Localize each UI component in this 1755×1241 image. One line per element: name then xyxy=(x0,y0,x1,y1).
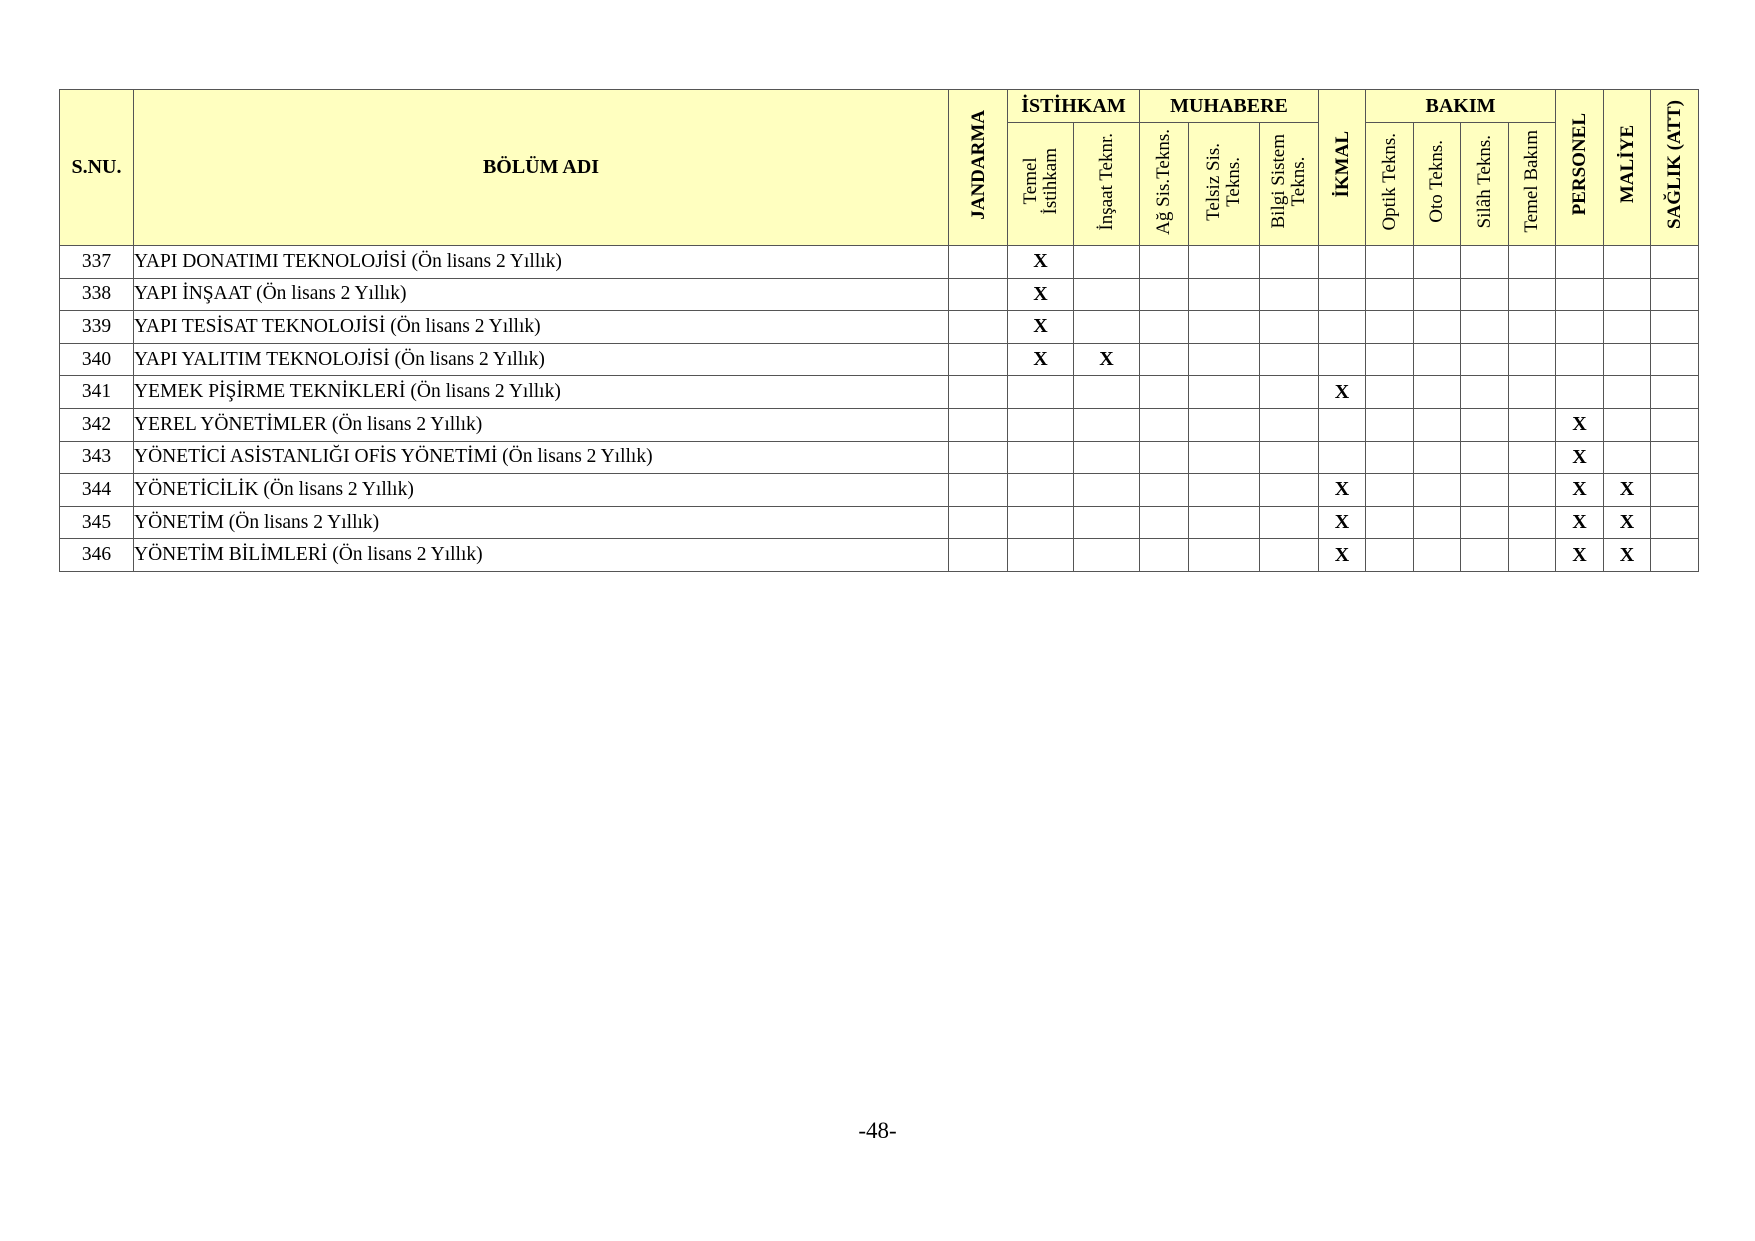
row-mark-cell xyxy=(949,474,1008,507)
row-mark-cell xyxy=(1509,343,1556,376)
row-mark-cell xyxy=(1319,246,1366,279)
row-mark-cell xyxy=(1189,539,1260,572)
row-mark-cell xyxy=(1604,441,1651,474)
header-group-istihkam: İSTİHKAM xyxy=(1008,90,1140,123)
row-department-name: YÖNETİCİ ASİSTANLIĞI OFİS YÖNETİMİ (Ön lisans 2 Yıllık) xyxy=(134,441,949,474)
header-temel-istihkam-line1: Temel xyxy=(1019,157,1041,206)
header-snu: S.NU. xyxy=(60,90,134,246)
header-silah xyxy=(1461,123,1509,246)
row-snu: 344 xyxy=(60,474,134,507)
row-mark-cell xyxy=(1461,474,1509,507)
row-mark-cell: X xyxy=(1319,539,1366,572)
header-bilgi-sistem xyxy=(1260,123,1319,246)
header-personel-label: PERSONEL xyxy=(1569,113,1591,216)
header-ag-sis-label: Ağ Sis.Tekns. xyxy=(1153,128,1174,235)
table-row xyxy=(60,441,1746,474)
row-mark-cell xyxy=(1366,343,1414,376)
row-mark-cell xyxy=(1366,246,1414,279)
header-insaat-label: İnşaat Teknr. xyxy=(1095,132,1117,231)
row-mark-cell xyxy=(1260,506,1319,539)
row-mark-cell xyxy=(1366,376,1414,409)
row-mark-cell xyxy=(1604,408,1651,441)
row-mark-cell xyxy=(1260,278,1319,311)
row-mark-cell xyxy=(1140,246,1189,279)
row-mark-cell xyxy=(1461,539,1509,572)
row-mark-cell xyxy=(1366,408,1414,441)
row-mark-cell xyxy=(1509,506,1556,539)
row-mark-cell xyxy=(1604,311,1651,344)
row-mark-cell xyxy=(1651,441,1699,474)
row-department-name: YAPI TESİSAT TEKNOLOJİSİ (Ön lisans 2 Yıllık) xyxy=(134,311,949,344)
row-mark-cell: X xyxy=(1319,506,1366,539)
row-mark-cell xyxy=(1509,474,1556,507)
row-mark-cell xyxy=(1366,311,1414,344)
row-mark-cell xyxy=(1461,506,1509,539)
row-mark-cell xyxy=(1461,408,1509,441)
table-row xyxy=(60,246,1746,279)
row-department-name: YEMEK PİŞİRME TEKNİKLERİ (Ön lisans 2 Yıllık) xyxy=(134,376,949,409)
row-mark-cell xyxy=(1074,311,1140,344)
row-mark-cell xyxy=(1189,506,1260,539)
header-oto xyxy=(1414,123,1461,246)
row-mark-cell xyxy=(1008,506,1074,539)
header-optik-label: Optik Tekns. xyxy=(1378,132,1400,231)
row-mark-cell xyxy=(1260,343,1319,376)
row-snu: 346 xyxy=(60,539,134,572)
row-mark-cell xyxy=(1509,408,1556,441)
row-mark-cell xyxy=(1260,408,1319,441)
header-bilgi-line1: Bilgi Sistem xyxy=(1268,134,1289,229)
row-mark-cell xyxy=(1414,441,1461,474)
row-mark-cell xyxy=(1651,376,1699,409)
row-mark-cell xyxy=(1414,278,1461,311)
row-mark-cell xyxy=(1140,539,1189,572)
row-mark-cell xyxy=(1319,278,1366,311)
row-mark-cell xyxy=(1008,408,1074,441)
header-ikmal-label: İKMAL xyxy=(1331,131,1353,198)
row-mark-cell xyxy=(1189,408,1260,441)
row-mark-cell xyxy=(1260,376,1319,409)
header-jandarma-label: JANDARMA xyxy=(967,109,989,220)
row-mark-cell xyxy=(1604,278,1651,311)
row-mark-cell: X xyxy=(1556,408,1604,441)
row-department-name: YAPI İNŞAAT (Ön lisans 2 Yıllık) xyxy=(134,278,949,311)
row-mark-cell xyxy=(1319,408,1366,441)
row-mark-cell xyxy=(1008,376,1074,409)
row-mark-cell xyxy=(1074,278,1140,311)
row-mark-cell: X xyxy=(1604,539,1651,572)
row-mark-cell xyxy=(1509,246,1556,279)
row-mark-cell xyxy=(1556,343,1604,376)
row-mark-cell xyxy=(1140,343,1189,376)
row-snu: 340 xyxy=(60,343,134,376)
row-mark-cell xyxy=(1461,343,1509,376)
row-mark-cell xyxy=(1509,539,1556,572)
header-bilgi-sistem-label xyxy=(1269,134,1309,229)
row-mark-cell xyxy=(1140,506,1189,539)
row-mark-cell xyxy=(1461,278,1509,311)
row-department-name: YÖNETİM BİLİMLERİ (Ön lisans 2 Yıllık) xyxy=(134,539,949,572)
row-mark-cell xyxy=(1651,246,1699,279)
header-group-muhabere: MUHABERE xyxy=(1140,90,1319,123)
row-mark-cell xyxy=(1651,474,1699,507)
header-saglik-label: SAĞLIK (ATT) xyxy=(1664,100,1686,229)
row-mark-cell xyxy=(949,408,1008,441)
header-ikmal xyxy=(1319,90,1366,246)
row-mark-cell xyxy=(1556,246,1604,279)
row-mark-cell xyxy=(1366,506,1414,539)
header-telsiz-line1: Telsiz Sis. xyxy=(1203,142,1224,221)
row-mark-cell xyxy=(1556,278,1604,311)
row-mark-cell: X xyxy=(1008,343,1074,376)
row-snu: 338 xyxy=(60,278,134,311)
row-mark-cell: X xyxy=(1556,441,1604,474)
row-mark-cell: X xyxy=(1556,506,1604,539)
row-mark-cell xyxy=(1319,441,1366,474)
row-mark-cell xyxy=(1140,311,1189,344)
row-mark-cell xyxy=(1319,311,1366,344)
row-mark-cell xyxy=(1414,376,1461,409)
row-mark-cell: X xyxy=(1319,376,1366,409)
header-telsiz-sis-label xyxy=(1204,143,1244,221)
row-mark-cell xyxy=(1074,376,1140,409)
header-temel-istihkam-line2: İstihkam xyxy=(1039,148,1061,215)
row-mark-cell: X xyxy=(1556,539,1604,572)
header-personel xyxy=(1556,90,1604,246)
row-mark-cell xyxy=(949,278,1008,311)
row-mark-cell xyxy=(1556,311,1604,344)
row-mark-cell xyxy=(1140,474,1189,507)
row-mark-cell xyxy=(1074,246,1140,279)
header-temel-bakim-label: Temel Bakım xyxy=(1521,130,1543,233)
row-mark-cell xyxy=(1414,246,1461,279)
header-insaat xyxy=(1074,123,1140,246)
header-telsiz-line2: Tekns. xyxy=(1223,156,1244,207)
table-row xyxy=(60,376,1746,409)
row-mark-cell xyxy=(1414,311,1461,344)
header-temel-istihkam xyxy=(1008,123,1074,246)
row-department-name: YAPI DONATIMI TEKNOLOJİSİ (Ön lisans 2 Yıllık) xyxy=(134,246,949,279)
page-number: -48- xyxy=(858,1118,897,1143)
header-optik xyxy=(1366,123,1414,246)
row-mark-cell xyxy=(1651,539,1699,572)
table-row xyxy=(60,278,1746,311)
header-temel-istihkam-label xyxy=(1021,148,1061,215)
row-mark-cell: X xyxy=(1604,474,1651,507)
row-mark-cell xyxy=(1604,343,1651,376)
row-mark-cell xyxy=(1366,539,1414,572)
row-mark-cell xyxy=(949,506,1008,539)
row-snu: 341 xyxy=(60,376,134,409)
row-mark-cell: X xyxy=(1008,311,1074,344)
row-mark-cell xyxy=(1556,376,1604,409)
row-mark-cell xyxy=(1074,539,1140,572)
table-row xyxy=(60,474,1746,507)
row-mark-cell xyxy=(949,246,1008,279)
row-mark-cell xyxy=(1260,474,1319,507)
row-mark-cell: X xyxy=(1008,278,1074,311)
header-silah-label: Silâh Tekns. xyxy=(1473,134,1495,229)
row-mark-cell xyxy=(1604,376,1651,409)
row-mark-cell xyxy=(1461,311,1509,344)
row-mark-cell xyxy=(1074,441,1140,474)
row-mark-cell xyxy=(1189,246,1260,279)
header-saglik xyxy=(1651,90,1699,246)
row-mark-cell xyxy=(1509,376,1556,409)
row-mark-cell xyxy=(1651,506,1699,539)
row-mark-cell xyxy=(1260,539,1319,572)
row-mark-cell xyxy=(949,539,1008,572)
row-mark-cell: X xyxy=(1556,474,1604,507)
row-mark-cell xyxy=(1074,506,1140,539)
row-mark-cell xyxy=(1189,311,1260,344)
row-mark-cell xyxy=(1509,441,1556,474)
row-department-name: YÖNETİCİLİK (Ön lisans 2 Yıllık) xyxy=(134,474,949,507)
row-mark-cell xyxy=(949,343,1008,376)
department-table xyxy=(59,89,1746,572)
row-mark-cell xyxy=(1074,474,1140,507)
row-mark-cell xyxy=(1366,441,1414,474)
row-mark-cell xyxy=(1414,474,1461,507)
row-mark-cell xyxy=(1366,474,1414,507)
row-mark-cell xyxy=(1414,343,1461,376)
header-oto-label: Oto Tekns. xyxy=(1426,140,1448,223)
row-mark-cell xyxy=(1074,408,1140,441)
row-mark-cell xyxy=(1414,408,1461,441)
row-mark-cell xyxy=(1140,278,1189,311)
header-temel-bakim xyxy=(1509,123,1556,246)
row-mark-cell xyxy=(1651,278,1699,311)
table-row xyxy=(60,408,1746,441)
table-row xyxy=(60,311,1746,344)
row-mark-cell xyxy=(949,311,1008,344)
row-mark-cell xyxy=(1189,474,1260,507)
table-row xyxy=(60,539,1746,572)
header-telsiz-sis xyxy=(1189,123,1260,246)
table-body xyxy=(60,246,1746,572)
row-mark-cell xyxy=(1189,441,1260,474)
row-mark-cell xyxy=(949,441,1008,474)
row-mark-cell xyxy=(1319,343,1366,376)
header-jandarma xyxy=(949,90,1008,246)
row-mark-cell xyxy=(1008,441,1074,474)
row-mark-cell xyxy=(1189,278,1260,311)
row-mark-cell xyxy=(1189,343,1260,376)
table-row xyxy=(60,343,1746,376)
row-mark-cell xyxy=(1260,311,1319,344)
header-ag-sis xyxy=(1140,123,1189,246)
row-snu: 343 xyxy=(60,441,134,474)
row-snu: 337 xyxy=(60,246,134,279)
row-mark-cell xyxy=(1651,311,1699,344)
header-bolum-adi: BÖLÜM ADI xyxy=(134,90,949,246)
row-snu: 345 xyxy=(60,506,134,539)
row-snu: 339 xyxy=(60,311,134,344)
row-snu: 342 xyxy=(60,408,134,441)
row-mark-cell xyxy=(1008,539,1074,572)
row-mark-cell xyxy=(1260,441,1319,474)
row-mark-cell xyxy=(1414,506,1461,539)
row-mark-cell xyxy=(1509,311,1556,344)
row-mark-cell xyxy=(1461,441,1509,474)
row-mark-cell xyxy=(1140,376,1189,409)
table-header xyxy=(60,90,1746,246)
row-mark-cell: X xyxy=(1319,474,1366,507)
row-mark-cell: X xyxy=(1604,506,1651,539)
header-maliye-label: MALİYE xyxy=(1616,125,1638,204)
row-mark-cell xyxy=(1651,343,1699,376)
row-mark-cell: X xyxy=(1074,343,1140,376)
header-maliye xyxy=(1604,90,1651,246)
row-department-name: YÖNETİM (Ön lisans 2 Yıllık) xyxy=(134,506,949,539)
row-mark-cell xyxy=(1260,246,1319,279)
row-mark-cell xyxy=(949,376,1008,409)
table-row xyxy=(60,506,1746,539)
row-mark-cell xyxy=(1461,246,1509,279)
row-mark-cell xyxy=(1509,278,1556,311)
row-mark-cell xyxy=(1189,376,1260,409)
row-mark-cell xyxy=(1140,441,1189,474)
row-mark-cell xyxy=(1008,474,1074,507)
row-mark-cell xyxy=(1461,376,1509,409)
row-mark-cell: X xyxy=(1008,246,1074,279)
row-department-name: YAPI YALITIM TEKNOLOJİSİ (Ön lisans 2 Yıllık) xyxy=(134,343,949,376)
row-mark-cell xyxy=(1140,408,1189,441)
row-department-name: YEREL YÖNETİMLER (Ön lisans 2 Yıllık) xyxy=(134,408,949,441)
header-bilgi-line2: Tekns. xyxy=(1288,156,1309,207)
header-group-bakim: BAKIM xyxy=(1366,90,1556,123)
row-mark-cell xyxy=(1604,246,1651,279)
row-mark-cell xyxy=(1366,278,1414,311)
row-mark-cell xyxy=(1414,539,1461,572)
row-mark-cell xyxy=(1651,408,1699,441)
